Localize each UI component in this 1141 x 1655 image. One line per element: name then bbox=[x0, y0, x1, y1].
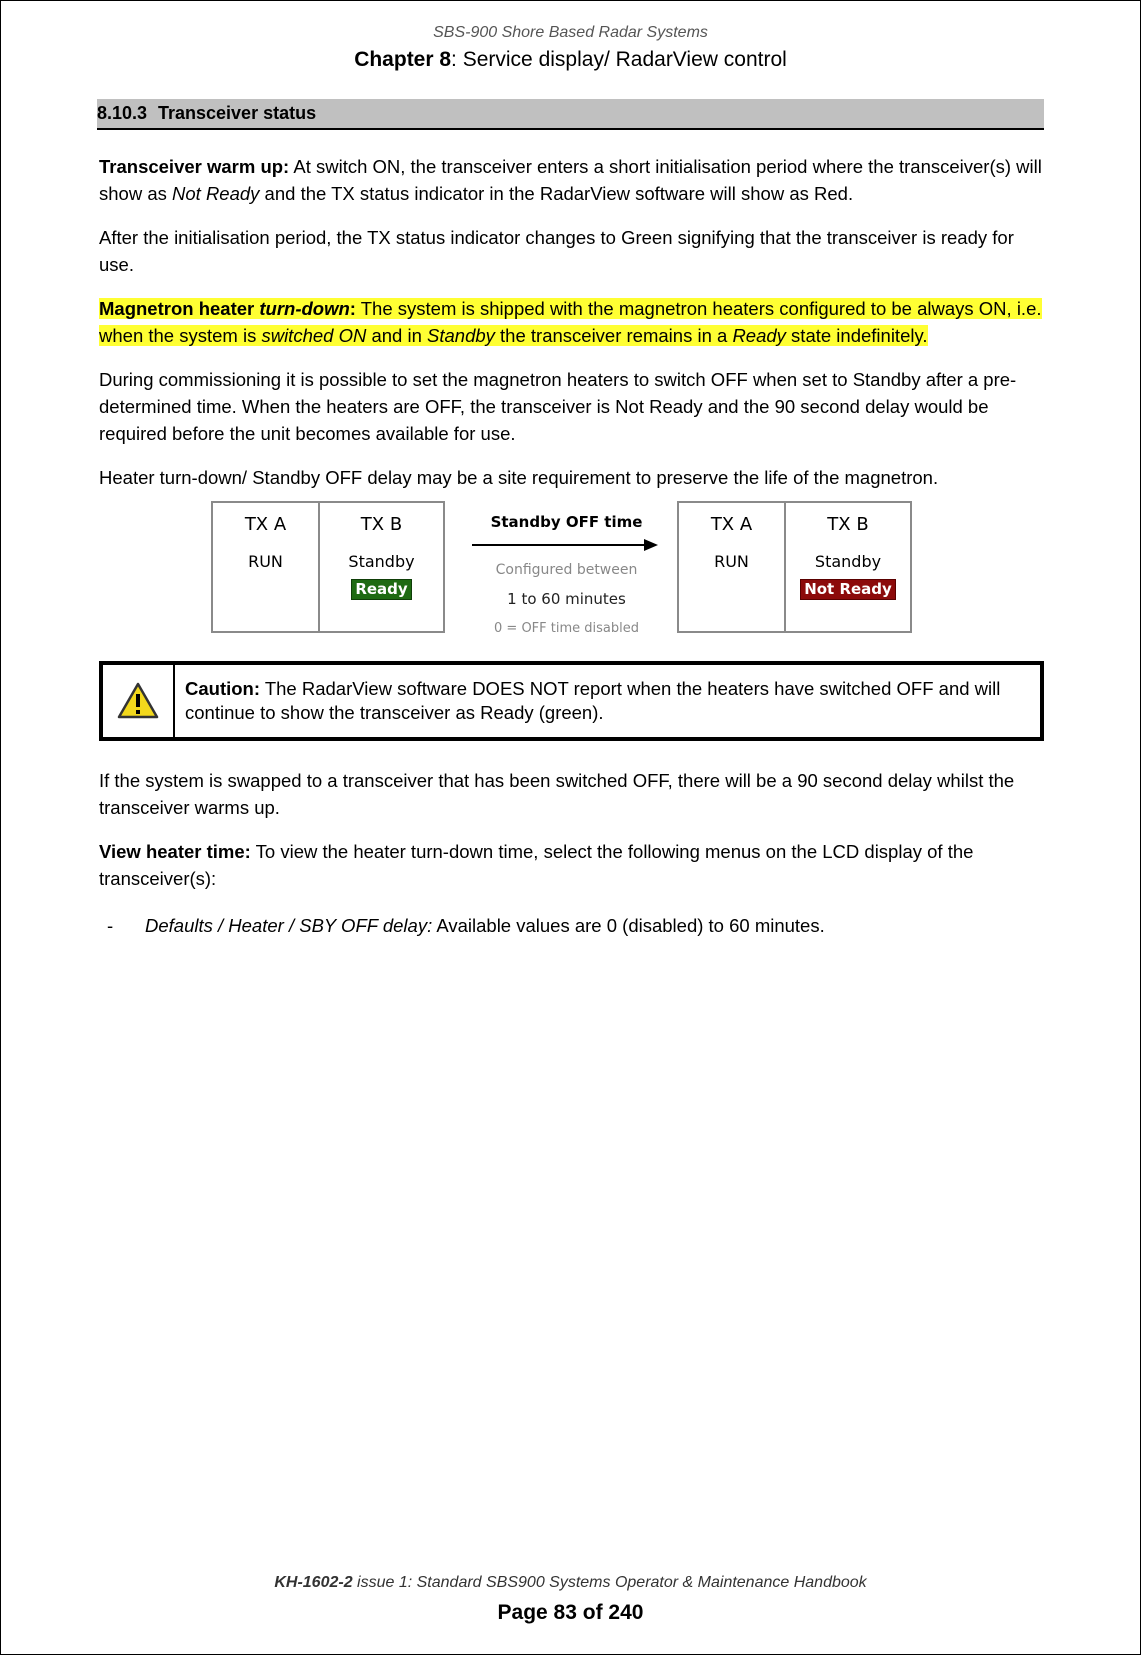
chapter-label: Chapter 8 bbox=[354, 48, 452, 71]
page-content bbox=[99, 153, 1044, 939]
not-ready-badge: Not Ready bbox=[800, 579, 896, 600]
caution-body: The RadarView software DOES NOT report when the heaters have switched OFF and will continue to show the transceiver as Ready (green). bbox=[185, 678, 1001, 723]
magnetron-lead: Magnetron heater bbox=[99, 298, 260, 319]
standby-off-time-title: Standby OFF time bbox=[490, 513, 643, 531]
warm-up-text: At switch ON, the transceiver enters a short initialisation period where the transceiver(s) will show as bbox=[99, 156, 1042, 204]
tx-b-column bbox=[320, 503, 443, 631]
section-title: Transceiver status bbox=[158, 103, 317, 123]
running-header bbox=[0, 24, 1141, 42]
tx-a-title: TX A bbox=[710, 514, 753, 535]
standby-off-time-note bbox=[464, 509, 669, 642]
tx-a-column bbox=[679, 503, 786, 631]
tx-a-title: TX A bbox=[244, 514, 287, 535]
turn-down-term: turn-down bbox=[259, 298, 350, 319]
magnetron-colon: : bbox=[349, 298, 356, 319]
doc-id: KH-1602-2 bbox=[274, 1574, 353, 1591]
list-dash: - bbox=[107, 915, 114, 936]
running-footer bbox=[0, 1574, 1141, 1592]
paragraph-magnetron bbox=[99, 295, 1044, 349]
chapter-header bbox=[0, 48, 1141, 72]
ready-term: Ready bbox=[732, 325, 786, 346]
paragraph-after-init: After the initialisation period, the TX status indicator changes to Green signifying that the transceiver is ready for use. bbox=[99, 227, 1014, 275]
switched-on-term: switched ON bbox=[261, 325, 367, 346]
paragraph-swapped: If the system is swapped to a transceiver that has been switched OFF, there will be a 90 second delay whilst the transceiver warms up. bbox=[99, 770, 1015, 818]
section-heading bbox=[97, 99, 1044, 130]
tx-b-title: TX B bbox=[827, 514, 869, 535]
list-item bbox=[99, 912, 1044, 939]
menu-path: Defaults / Heater / SBY OFF delay: bbox=[145, 915, 433, 936]
warm-up-text-end: and the TX status indicator in the RadarView software will show as Red. bbox=[259, 183, 854, 204]
warning-triangle-icon bbox=[116, 681, 160, 721]
chapter-title: : Service display/ RadarView control bbox=[451, 48, 787, 71]
caution-box bbox=[99, 661, 1044, 741]
not-ready-term: Not Ready bbox=[172, 183, 260, 204]
paragraph-commissioning: During commissioning it is possible to set the magnetron heaters to switch OFF when set to Standby after a pre-determined time. When the heaters are OFF, the transceiver is Not Ready and the 90 second delay would be required before the unit becomes available for use. bbox=[99, 369, 1017, 444]
arrow-right-icon bbox=[464, 538, 669, 552]
warm-up-lead: Transceiver warm up: bbox=[99, 156, 290, 177]
standby-diagram bbox=[211, 501, 931, 641]
magnetron-text-3: the transceiver remains in a bbox=[494, 325, 733, 346]
caution-lead: Caution: bbox=[185, 678, 261, 699]
menu-path-description: Available values are 0 (disabled) to 60 minutes. bbox=[432, 915, 825, 936]
highlighted-text bbox=[99, 298, 1042, 346]
tx-panel-after bbox=[677, 501, 912, 633]
caution-icon-cell bbox=[103, 665, 175, 737]
ready-badge: Ready bbox=[351, 579, 411, 600]
standby-term: Standby bbox=[427, 325, 495, 346]
tx-b-state: Standby bbox=[348, 552, 415, 571]
caution-text bbox=[175, 665, 1040, 737]
tx-a-column bbox=[213, 503, 320, 631]
magnetron-text-2: and in bbox=[366, 325, 428, 346]
configured-between-text: Configured between bbox=[495, 562, 638, 578]
tx-b-title: TX B bbox=[360, 514, 403, 535]
page-number: Page 83 of 240 bbox=[497, 1601, 644, 1624]
view-heater-text: To view the heater turn-down time, select the following menus on the LCD display of the transceiver(s): bbox=[99, 841, 974, 889]
tx-a-state: RUN bbox=[248, 552, 283, 571]
tx-a-state: RUN bbox=[714, 552, 749, 571]
doc-issue: issue 1: Standard SBS900 Systems Operator & Maintenance Handbook bbox=[352, 1574, 867, 1591]
doc-title: SBS-900 Shore Based Radar Systems bbox=[433, 24, 708, 41]
view-heater-lead: View heater time: bbox=[99, 841, 251, 862]
magnetron-text: The system is shipped with the magnetron heaters configured to be always ON, i.e. when the system is bbox=[99, 298, 1042, 346]
paragraph-warm-up bbox=[99, 153, 1044, 207]
magnetron-text-4: state indefinitely. bbox=[785, 325, 928, 346]
paragraph-view-heater bbox=[99, 838, 1044, 892]
paragraph-heater-turndown: Heater turn-down/ Standby OFF delay may be a site requirement to preserve the life of the magnetron. bbox=[99, 467, 939, 488]
tx-b-column bbox=[786, 503, 910, 631]
tx-b-state: Standby bbox=[814, 552, 882, 571]
off-time-disabled-text: 0 = OFF time disabled bbox=[494, 621, 639, 636]
section-number: 8.10.3 bbox=[97, 103, 148, 123]
tx-panel-before bbox=[211, 501, 445, 633]
minutes-range-text: 1 to 60 minutes bbox=[507, 590, 626, 608]
